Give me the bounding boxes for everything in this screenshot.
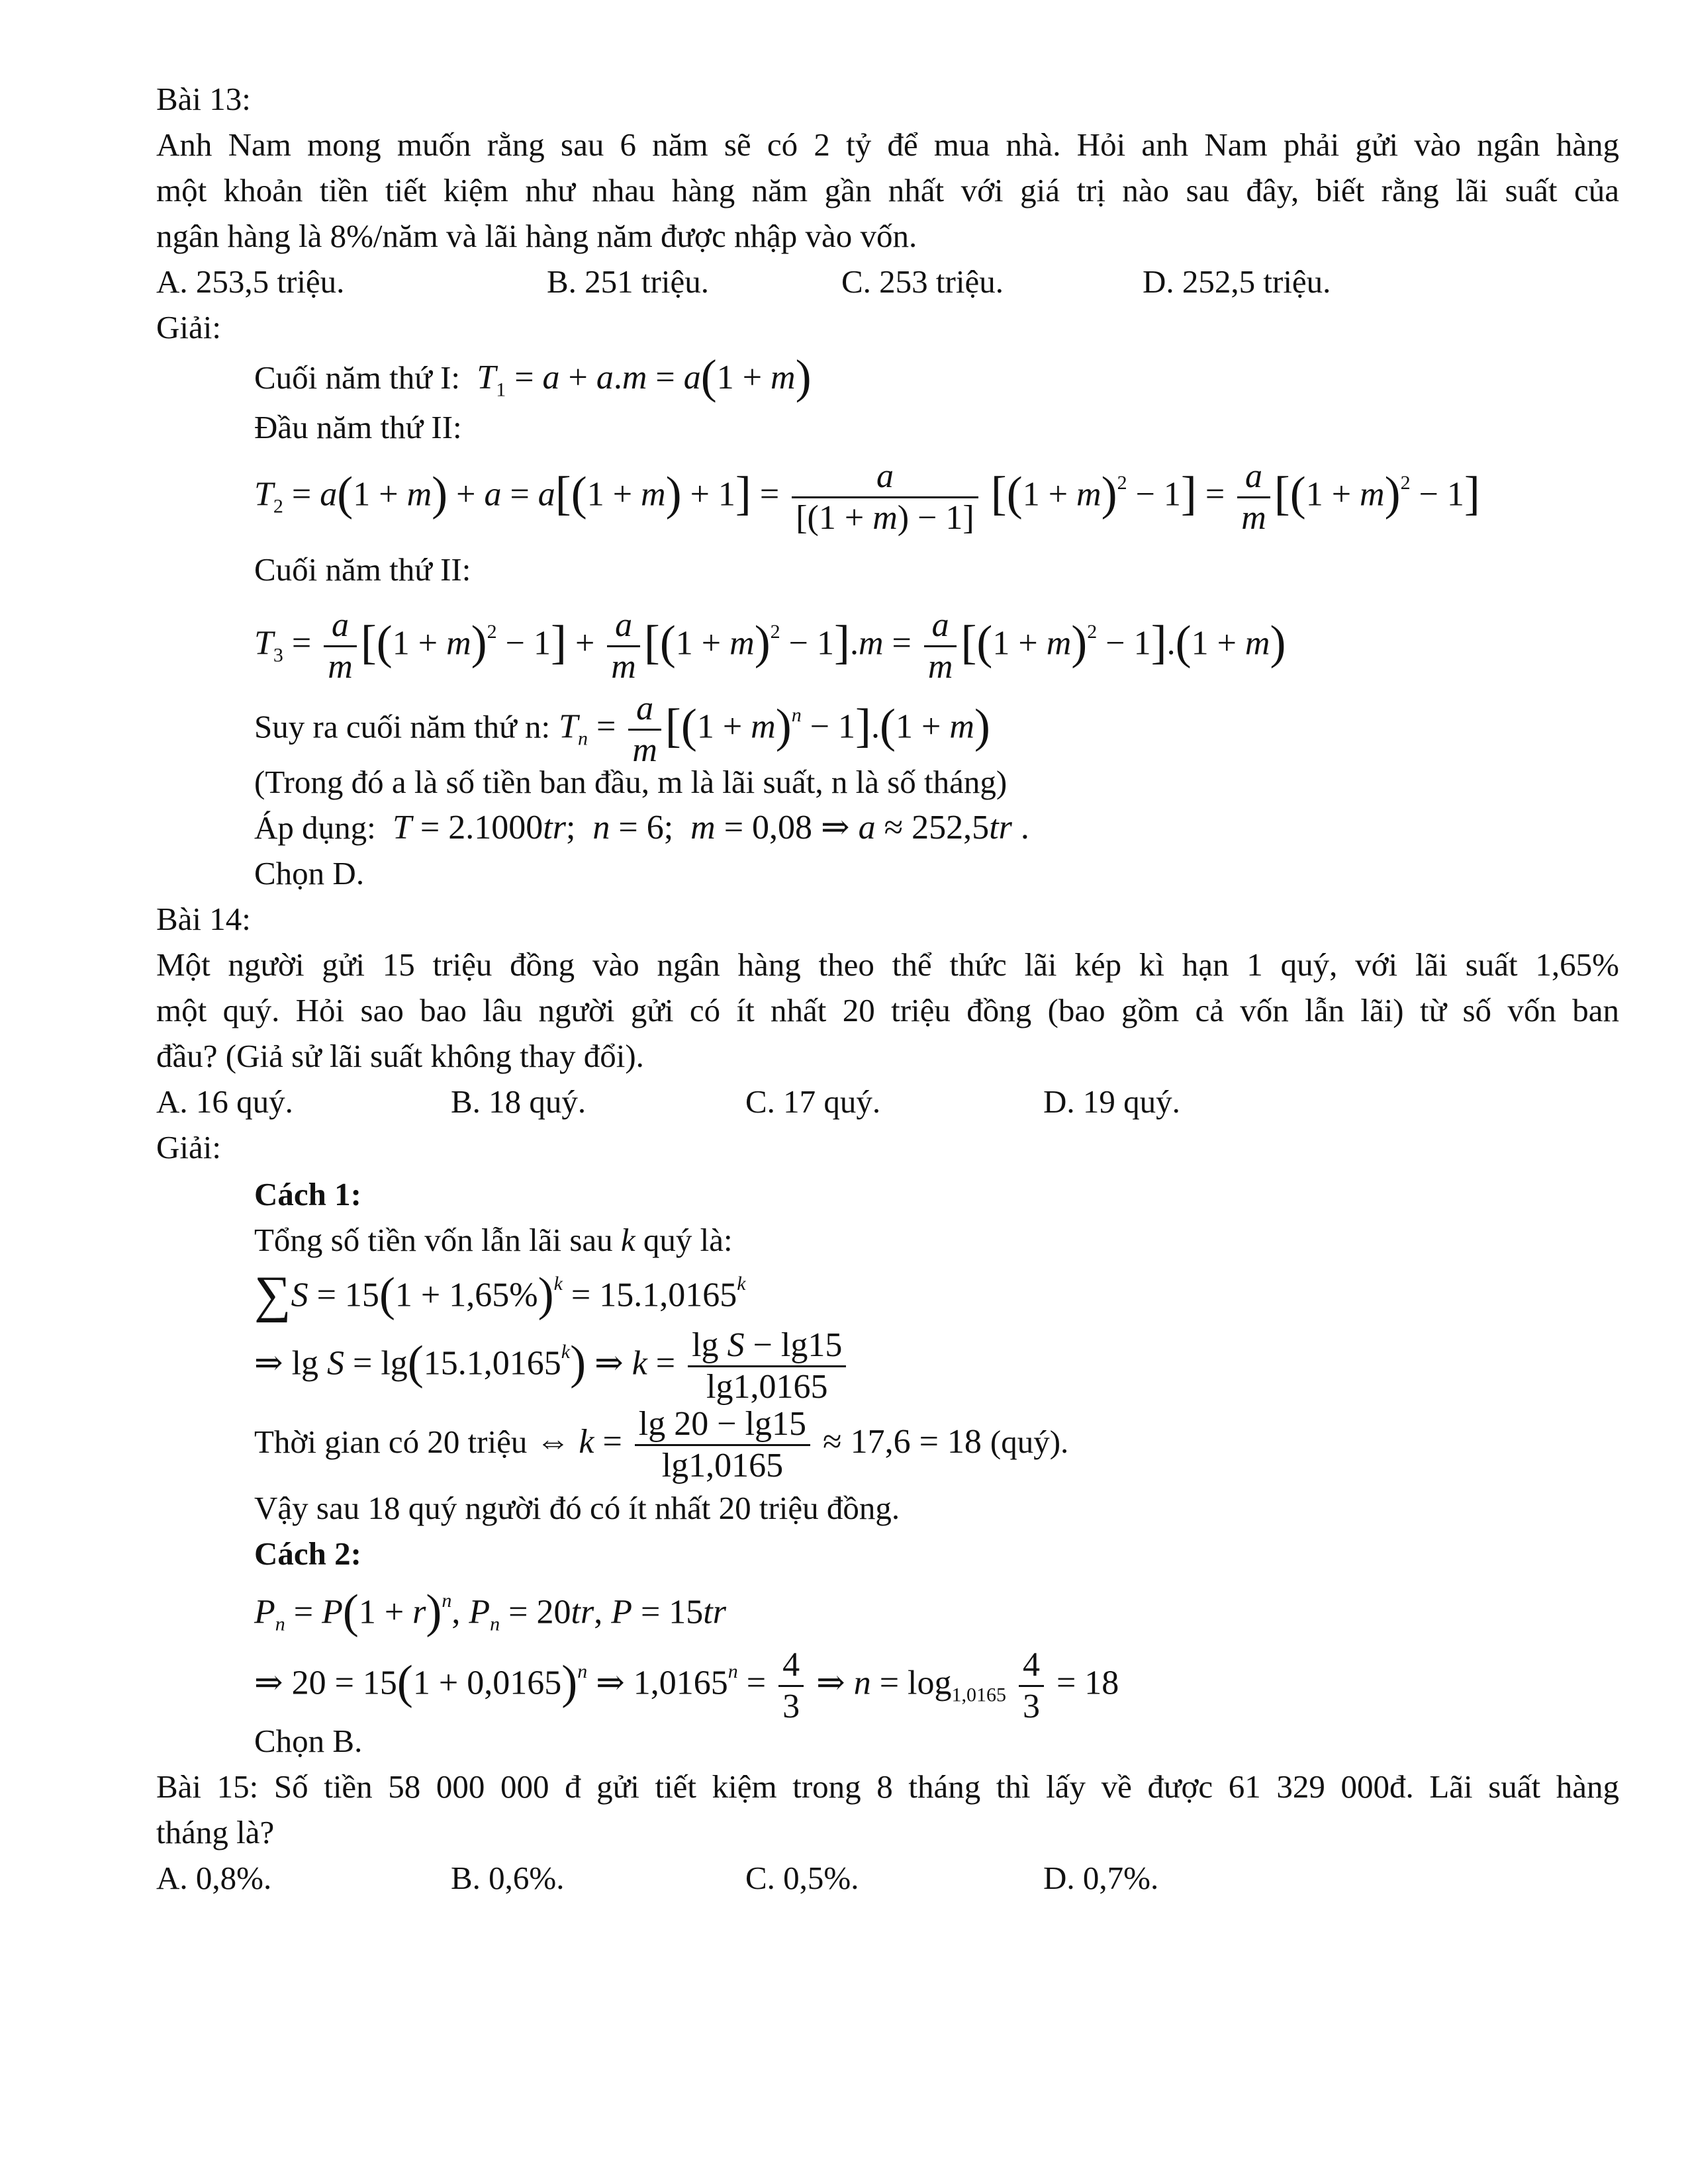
total-line-k: k <box>620 1222 635 1258</box>
apply-label: Áp dụng: <box>254 809 376 846</box>
formula-tn-line: Suy ra cuối năm thứ n: $T_n$ = $\frac{a}{m}$ $[(1 + m)^n - 1].(1 + m)$ <box>254 689 990 769</box>
option-b: B. 0,6%. <box>451 1860 565 1896</box>
apply-formula: T = 2.1000tr; n = 6; m = 0,08 ⇒ a ≈ 252,5tr . <box>393 809 1029 846</box>
formula-pn: $P_n = P(1 + r)^n$, $P_n = 20tr$, P = 15tr <box>254 1584 726 1638</box>
year2-start-label: Đầu năm thứ II: <box>254 409 462 445</box>
option-a: A. 253,5 triệu. <box>156 263 345 300</box>
problem-14-text-line-3: đầu? (Giả sử lãi suất không thay đổi). <box>156 1038 644 1074</box>
problem-15-options <box>156 1855 1619 1901</box>
problem-13-text-line-3: ngân hàng là 8%/năm và lãi hàng năm được nhập vào vốn. <box>156 218 917 254</box>
apply-line <box>156 805 1619 850</box>
formula-sum-s: $\sum S = 15(1 + 1,65\%)^k = 15.1,0165^k$ <box>254 1265 746 1323</box>
time-label: Thời gian có 20 triệu <box>254 1424 528 1460</box>
option-b: B. 251 triệu. <box>547 263 709 300</box>
option-a: A. 16 quý. <box>156 1083 293 1120</box>
note-line: (Trong đó a là số tiền ban đầu, m là lãi suất, n là số tháng) <box>254 764 1008 800</box>
formula-t2: $T_2 = a(1 + m) + a = a[(1 + m) + 1]$ = $\frac{a}{[(1 + m) - 1]}$ $[(1 + m)^2 - 1]$ = $\frac{a}{m}$ $[(1 + m)^2 - 1]$ <box>254 457 1480 537</box>
problem-14-options <box>156 1079 1619 1124</box>
time-unit: (quý). <box>990 1424 1069 1460</box>
total-line-part-b: quý là: <box>635 1222 733 1258</box>
option-a: A. 0,8%. <box>156 1860 272 1896</box>
formula-time: Thời gian có 20 triệu ⇔ k = $\frac{\lg 20 - \lg 15}{\lg 1,0165}$ ≈ 17,6 = 18 (quý). <box>254 1404 1069 1484</box>
formula-solve-n: ⇒ $20 = 15(1 + 0,0165)^n$ ⇒ $1,0165^n$ = $\frac{4}{3}$ ⇒ $n = \log_{1,0165}$ $\frac{4}{3}$ = 18 <box>254 1645 1119 1725</box>
year1-end-label: Cuối năm thứ I: <box>254 359 461 396</box>
choose-13: Chọn D. <box>254 855 365 891</box>
problem-14-text-line-2: một quý. Hỏi sao bao lâu người gửi có ít nhất 20 triệu đồng (bao gồm cả vốn lẫn lãi) từ số vốn ban <box>156 992 1619 1028</box>
option-d: D. 19 quý. <box>1043 1083 1180 1120</box>
method-2-heading: Cách 2: <box>254 1535 361 1572</box>
problem-15-text-line-1: Bài 15: Số tiền 58 000 000 đ gửi tiết kiệm trong 8 tháng thì lấy về được 61 329 000đ. Lãi suất hàng <box>156 1768 1619 1805</box>
document-page <box>156 76 1619 1901</box>
option-c: C. 253 triệu. <box>841 263 1004 300</box>
conclusion-line: Vậy sau 18 quý người đó có ít nhất 20 triệu đồng. <box>254 1490 900 1526</box>
formula-t3: $T_3$ = $\frac{a}{m}$ $[(1 + m)^2 - 1]$ + $\frac{a}{m}$ $[(1 + m)^2 - 1].m$ = $\frac{a}{m}$ $[(1 + m)^2 - 1].(1 + m)$ <box>254 606 1286 686</box>
problem-14-text-line-1: Một người gửi 15 triệu đồng vào ngân hàng theo thể thức lãi kép kì hạn 1 quý, với lãi suất 1,65% <box>156 946 1619 983</box>
method-1-heading: Cách 1: <box>254 1176 361 1212</box>
formula-log-k: ⇒ $\lg S = \lg(15.1,0165^k)$ ⇒ k = $\frac{\text{lg S − lg15}}{\lg 1,0165}$ <box>156 1313 1619 1399</box>
problem-13-options <box>156 259 1619 304</box>
problem-14-heading: Bài 14: <box>156 901 251 937</box>
option-b: B. 18 quý. <box>451 1083 586 1120</box>
yearn-end-label: Suy ra cuối năm thứ n: <box>254 708 551 745</box>
formula-t1: $T_1 = a + a.m = a(1 + m)$ <box>477 350 812 403</box>
problem-15-text-line-2: tháng là? <box>156 1814 275 1850</box>
total-line-part-a: Tổng số tiền vốn lẫn lãi sau <box>254 1222 621 1258</box>
solution-label: Giải: <box>156 309 221 345</box>
total-line <box>156 1217 1619 1263</box>
year2-end-label: Cuối năm thứ II: <box>254 551 471 588</box>
year1-end-line <box>156 350 1619 403</box>
problem-13-text-line-2: một khoản tiền tiết kiệm như nhau hàng năm gần nhất với giá trị nào sau đây, biết rằng lãi suất của <box>156 172 1619 208</box>
option-d: D. 252,5 triệu. <box>1143 263 1331 300</box>
option-c: C. 0,5%. <box>745 1860 859 1896</box>
problem-13-text-line-1: Anh Nam mong muốn rằng sau 6 năm sẽ có 2 tỷ để mua nhà. Hỏi anh Nam phải gửi vào ngân hàng <box>156 126 1619 163</box>
option-c: C. 17 quý. <box>745 1083 881 1120</box>
option-d: D. 0,7%. <box>1043 1860 1159 1896</box>
choose-14: Chọn B. <box>254 1723 363 1759</box>
solution-label: Giải: <box>156 1129 221 1165</box>
problem-13-heading: Bài 13: <box>156 81 251 117</box>
